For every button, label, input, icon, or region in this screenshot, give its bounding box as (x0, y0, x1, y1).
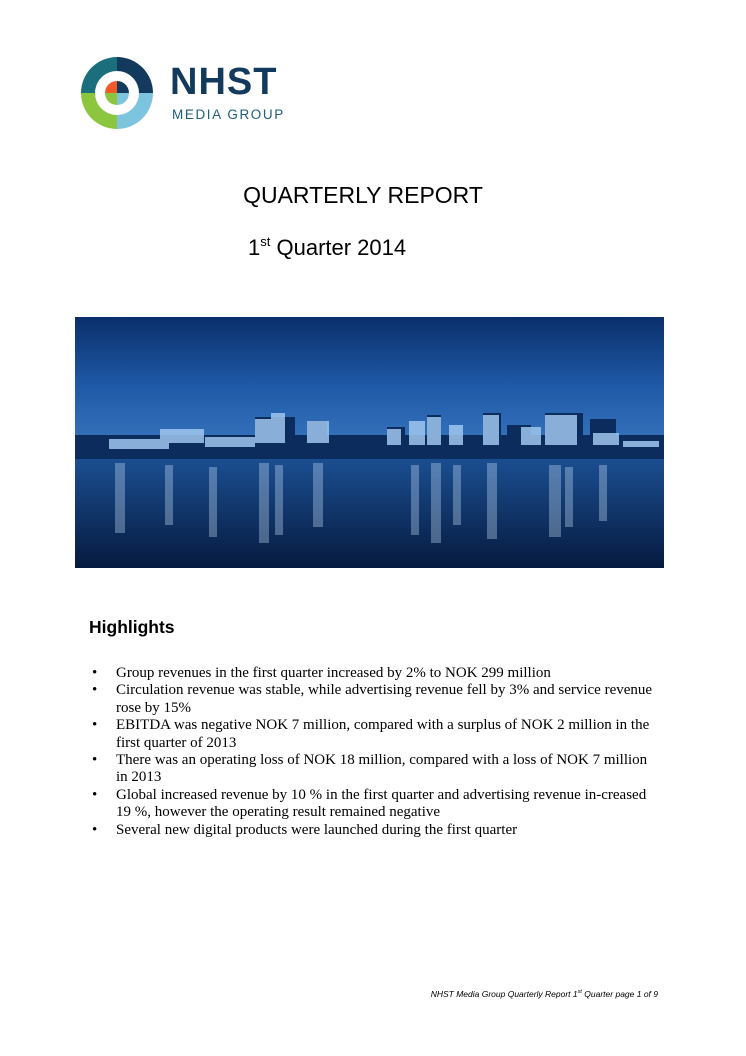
report-title: QUARTERLY REPORT (243, 182, 483, 208)
highlights-list (92, 665, 662, 839)
list-item: • Group revenues in the first quarter increased by 2% to NOK 299 million (92, 665, 662, 682)
quarter-rest: Quarter 2014 (270, 235, 407, 260)
report-quarter (248, 228, 406, 262)
list-item: • Circulation revenue was stable, while advertising revenue fell by 3% and service revenue rose by 15% (92, 682, 662, 717)
highlights-heading: Highlights (89, 617, 175, 637)
list-item: • Several new digital products were launched during the first quarter (92, 822, 662, 839)
quarter-suffix: st (260, 234, 271, 249)
list-item: • EBITDA was negative NOK 7 million, compared with a surplus of NOK 2 million in the first quarter of 2013 (92, 717, 662, 752)
footer-suffix: st (577, 989, 582, 995)
nhst-logo-icon (77, 52, 161, 134)
logo-subtitle: MEDIA GROUP (172, 107, 285, 122)
hero-skyline-image (75, 317, 664, 568)
nhst-logo (77, 52, 317, 134)
quarter-number: 1 (248, 235, 261, 260)
footer-prefix: NHST Media Group Quarterly Report 1 (430, 989, 578, 999)
page-footer (431, 989, 658, 999)
footer-rest: Quarter page 1 of 9 (581, 989, 658, 999)
logo-brand-text: NHST (170, 61, 278, 103)
list-item: • There was an operating loss of NOK 18 million, compared with a loss of NOK 7 million in 2013 (92, 752, 662, 787)
list-item: • Global increased revenue by 10 % in the first quarter and advertising revenue in-creased 19 %, however the operating result remained negative (92, 787, 662, 822)
